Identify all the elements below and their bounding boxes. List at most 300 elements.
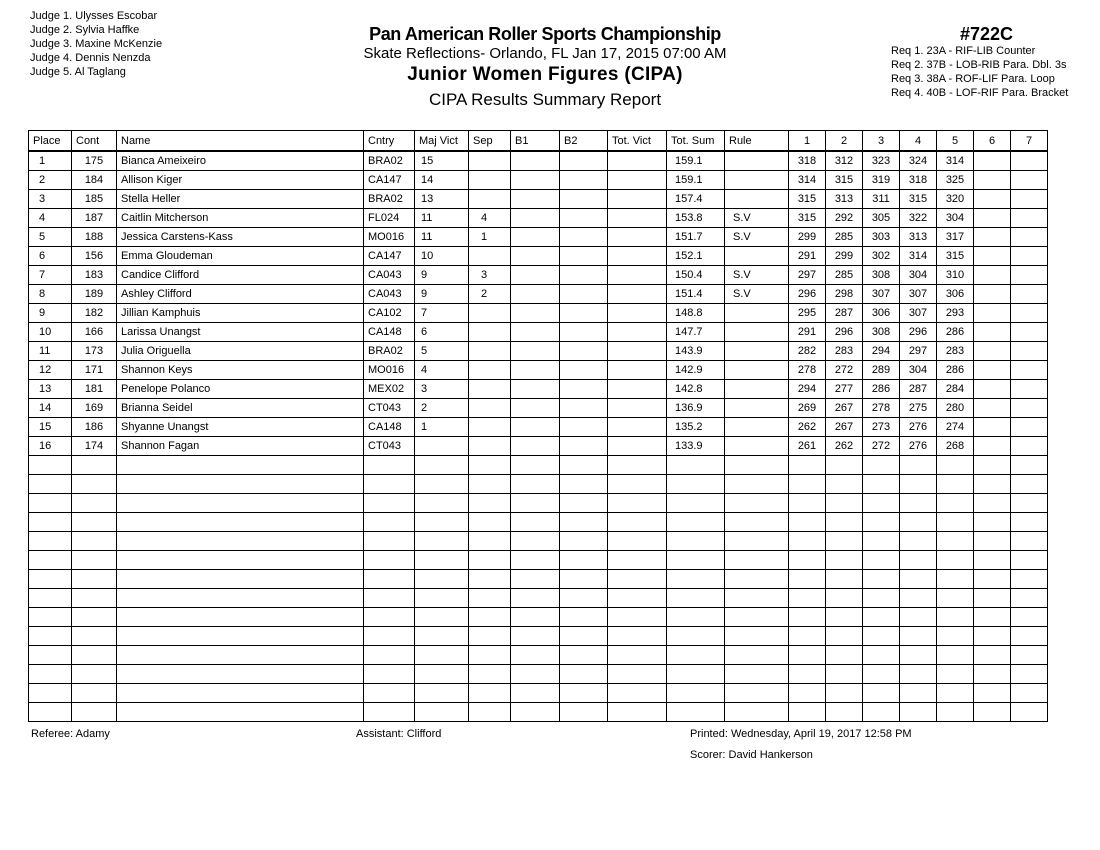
place-cell: 13 [29, 380, 72, 399]
empty-cell [667, 684, 725, 703]
empty-cell [72, 703, 117, 722]
empty-cell [725, 570, 789, 589]
name-cell: Candice Clifford [117, 266, 364, 285]
judge-4-score-cell: 313 [900, 228, 937, 247]
tot-vict-cell [608, 342, 667, 361]
tot-vict-cell [608, 304, 667, 323]
empty-cell [560, 456, 608, 475]
rule-cell [725, 304, 789, 323]
judge-4-score-cell: 275 [900, 399, 937, 418]
empty-cell [826, 589, 863, 608]
tot-vict-cell [608, 190, 667, 209]
empty-cell [974, 589, 1011, 608]
empty-cell [974, 627, 1011, 646]
cont-cell: 175 [72, 151, 117, 171]
judge-1: Judge 1. Ulysses Escobar [30, 10, 158, 22]
judge-1-score-cell: 297 [789, 266, 826, 285]
empty-cell [364, 570, 415, 589]
judge-5-score-cell: 284 [937, 380, 974, 399]
empty-cell [117, 627, 364, 646]
place-cell: 10 [29, 323, 72, 342]
judge-3-score-cell: 302 [863, 247, 900, 266]
empty-row [29, 513, 1048, 532]
judge-7-score-cell [1011, 171, 1048, 190]
cntry-cell: CA148 [364, 323, 415, 342]
venue-date: Skate Reflections- Orlando, FL Jan 17, 2015 07:00 AM [363, 45, 727, 62]
rule-cell: S.V [725, 209, 789, 228]
empty-cell [29, 494, 72, 513]
judge-7-score-cell [1011, 418, 1048, 437]
empty-row [29, 665, 1048, 684]
empty-cell [469, 589, 511, 608]
empty-cell [863, 532, 900, 551]
tot-sum-cell: 143.9 [667, 342, 725, 361]
judge-6-score-cell [974, 418, 1011, 437]
empty-cell [725, 513, 789, 532]
b2-cell [560, 266, 608, 285]
empty-cell [1011, 665, 1048, 684]
empty-cell [72, 646, 117, 665]
tot-vict-cell [608, 418, 667, 437]
judge-7-score-cell [1011, 437, 1048, 456]
maj-vict-cell: 6 [415, 323, 469, 342]
assistant: Assistant: Clifford [356, 728, 442, 740]
empty-cell [469, 551, 511, 570]
empty-cell [789, 646, 826, 665]
place-cell: 14 [29, 399, 72, 418]
empty-cell [974, 532, 1011, 551]
judge-4-score-cell: 304 [900, 266, 937, 285]
empty-cell [608, 532, 667, 551]
judge-6-score-cell [974, 247, 1011, 266]
empty-cell [511, 608, 560, 627]
empty-cell [415, 589, 469, 608]
requirement-2: Req 2. 37B - LOB-RIB Para. Dbl. 3s [891, 59, 1067, 71]
empty-cell [29, 589, 72, 608]
judge-3-score-cell: 303 [863, 228, 900, 247]
empty-cell [117, 570, 364, 589]
cntry-cell: MO016 [364, 361, 415, 380]
empty-cell [826, 551, 863, 570]
judge-2-score-cell: 298 [826, 285, 863, 304]
table-row [29, 285, 1048, 304]
table-header-row [29, 131, 1048, 152]
cntry-cell: BRA02 [364, 151, 415, 171]
empty-cell [511, 551, 560, 570]
empty-cell [863, 570, 900, 589]
judge-1-score-cell: 315 [789, 190, 826, 209]
empty-cell [937, 627, 974, 646]
b2-cell [560, 247, 608, 266]
empty-cell [415, 703, 469, 722]
tot-vict-cell [608, 247, 667, 266]
empty-cell [863, 589, 900, 608]
empty-cell [725, 456, 789, 475]
judge-6-score-cell [974, 285, 1011, 304]
empty-cell [667, 703, 725, 722]
cont-cell: 166 [72, 323, 117, 342]
judge-1-score-cell: 318 [789, 151, 826, 171]
rule-cell [725, 190, 789, 209]
empty-cell [560, 570, 608, 589]
judge-6-score-cell [974, 323, 1011, 342]
judge-3-score-cell: 272 [863, 437, 900, 456]
empty-cell [608, 646, 667, 665]
empty-cell [1011, 570, 1048, 589]
judge-4-score-cell: 324 [900, 151, 937, 171]
empty-cell [72, 665, 117, 684]
empty-cell [511, 475, 560, 494]
judge-2-score-cell: 267 [826, 418, 863, 437]
empty-row [29, 646, 1048, 665]
col-header-cont: Cont [72, 131, 117, 152]
maj-vict-cell: 11 [415, 228, 469, 247]
judge-2-score-cell: 285 [826, 266, 863, 285]
b1-cell [511, 190, 560, 209]
empty-row [29, 456, 1048, 475]
empty-cell [863, 684, 900, 703]
sep-cell: 4 [469, 209, 511, 228]
empty-cell [560, 494, 608, 513]
cntry-cell: CT043 [364, 399, 415, 418]
judge-5-score-cell: 293 [937, 304, 974, 323]
tot-vict-cell [608, 323, 667, 342]
empty-cell [608, 570, 667, 589]
judge-5-score-cell: 315 [937, 247, 974, 266]
empty-cell [974, 456, 1011, 475]
empty-cell [937, 494, 974, 513]
col-header-judge-7: 7 [1011, 131, 1048, 152]
empty-cell [117, 475, 364, 494]
judge-2-score-cell: 299 [826, 247, 863, 266]
empty-cell [789, 456, 826, 475]
cont-cell: 171 [72, 361, 117, 380]
judge-2-score-cell: 315 [826, 171, 863, 190]
b1-cell [511, 323, 560, 342]
cntry-cell: CA147 [364, 171, 415, 190]
table-row [29, 209, 1048, 228]
empty-cell [415, 456, 469, 475]
empty-cell [469, 646, 511, 665]
sep-cell [469, 323, 511, 342]
place-cell: 11 [29, 342, 72, 361]
empty-cell [725, 589, 789, 608]
empty-cell [900, 532, 937, 551]
tot-sum-cell: 147.7 [667, 323, 725, 342]
cont-cell: 156 [72, 247, 117, 266]
empty-cell [1011, 456, 1048, 475]
judge-5-score-cell: 286 [937, 323, 974, 342]
empty-cell [117, 551, 364, 570]
place-cell: 5 [29, 228, 72, 247]
place-cell: 4 [29, 209, 72, 228]
judge-3-score-cell: 307 [863, 285, 900, 304]
sep-cell [469, 437, 511, 456]
judge-3-score-cell: 319 [863, 171, 900, 190]
empty-cell [511, 513, 560, 532]
sep-cell [469, 361, 511, 380]
empty-cell [826, 684, 863, 703]
empty-cell [415, 475, 469, 494]
cont-cell: 188 [72, 228, 117, 247]
empty-cell [937, 551, 974, 570]
results-table [28, 130, 1048, 722]
empty-cell [863, 513, 900, 532]
empty-cell [72, 494, 117, 513]
empty-cell [415, 646, 469, 665]
maj-vict-cell: 3 [415, 380, 469, 399]
empty-cell [117, 665, 364, 684]
judge-7-score-cell [1011, 209, 1048, 228]
tot-sum-cell: 142.8 [667, 380, 725, 399]
judge-2: Judge 2. Sylvia Haffke [30, 24, 140, 36]
judge-5-score-cell: 317 [937, 228, 974, 247]
judge-5-score-cell: 306 [937, 285, 974, 304]
tot-vict-cell [608, 437, 667, 456]
b1-cell [511, 228, 560, 247]
empty-cell [863, 456, 900, 475]
empty-cell [974, 551, 1011, 570]
b1-cell [511, 285, 560, 304]
judge-4-score-cell: 287 [900, 380, 937, 399]
judge-2-score-cell: 262 [826, 437, 863, 456]
judge-2-score-cell: 313 [826, 190, 863, 209]
judge-1-score-cell: 291 [789, 247, 826, 266]
table-row [29, 418, 1048, 437]
empty-cell [117, 703, 364, 722]
judge-5-score-cell: 274 [937, 418, 974, 437]
empty-cell [511, 532, 560, 551]
empty-cell [608, 456, 667, 475]
empty-cell [826, 570, 863, 589]
empty-cell [469, 665, 511, 684]
table-row [29, 437, 1048, 456]
empty-cell [608, 608, 667, 627]
empty-cell [900, 684, 937, 703]
judge-5-score-cell: 320 [937, 190, 974, 209]
b1-cell [511, 171, 560, 190]
empty-cell [560, 627, 608, 646]
empty-cell [415, 551, 469, 570]
judge-7-score-cell [1011, 151, 1048, 171]
judge-7-score-cell [1011, 380, 1048, 399]
place-cell: 3 [29, 190, 72, 209]
judge-6-score-cell [974, 228, 1011, 247]
empty-row [29, 589, 1048, 608]
empty-cell [29, 475, 72, 494]
empty-cell [608, 494, 667, 513]
empty-row [29, 703, 1048, 722]
empty-cell [72, 456, 117, 475]
b2-cell [560, 285, 608, 304]
tot-vict-cell [608, 285, 667, 304]
empty-cell [117, 532, 364, 551]
rule-cell [725, 380, 789, 399]
maj-vict-cell: 14 [415, 171, 469, 190]
empty-cell [1011, 684, 1048, 703]
name-cell: Bianca Ameixeiro [117, 151, 364, 171]
judge-5-score-cell: 314 [937, 151, 974, 171]
empty-cell [974, 703, 1011, 722]
cont-cell: 187 [72, 209, 117, 228]
judge-1-score-cell: 294 [789, 380, 826, 399]
judge-5-score-cell: 286 [937, 361, 974, 380]
empty-cell [469, 703, 511, 722]
judges-list [30, 9, 162, 79]
name-cell: Jessica Carstens-Kass [117, 228, 364, 247]
sep-cell: 3 [469, 266, 511, 285]
judge-2-score-cell: 285 [826, 228, 863, 247]
b2-cell [560, 361, 608, 380]
judge-5-score-cell: 283 [937, 342, 974, 361]
empty-cell [364, 532, 415, 551]
name-cell: Emma Gloudeman [117, 247, 364, 266]
tot-vict-cell [608, 399, 667, 418]
empty-cell [560, 589, 608, 608]
empty-cell [364, 494, 415, 513]
empty-cell [415, 608, 469, 627]
empty-cell [863, 665, 900, 684]
empty-cell [789, 570, 826, 589]
empty-cell [937, 589, 974, 608]
empty-cell [511, 646, 560, 665]
cntry-cell: CA147 [364, 247, 415, 266]
judge-6-score-cell [974, 209, 1011, 228]
empty-cell [469, 532, 511, 551]
judge-7-score-cell [1011, 399, 1048, 418]
empty-cell [937, 456, 974, 475]
empty-cell [72, 608, 117, 627]
b2-cell [560, 399, 608, 418]
b1-cell [511, 342, 560, 361]
empty-cell [863, 494, 900, 513]
judge-3-score-cell: 278 [863, 399, 900, 418]
cntry-cell: CA102 [364, 304, 415, 323]
empty-cell [725, 703, 789, 722]
table-row [29, 171, 1048, 190]
empty-cell [560, 608, 608, 627]
empty-cell [117, 608, 364, 627]
b2-cell [560, 342, 608, 361]
tot-sum-cell: 151.4 [667, 285, 725, 304]
table-row [29, 380, 1048, 399]
b2-cell [560, 209, 608, 228]
empty-row [29, 475, 1048, 494]
empty-cell [364, 646, 415, 665]
empty-cell [364, 627, 415, 646]
judge-3-score-cell: 273 [863, 418, 900, 437]
requirements-list [891, 44, 1068, 100]
sep-cell [469, 151, 511, 171]
rule-cell [725, 171, 789, 190]
empty-cell [900, 608, 937, 627]
empty-cell [937, 684, 974, 703]
empty-cell [1011, 475, 1048, 494]
empty-cell [789, 513, 826, 532]
empty-cell [1011, 703, 1048, 722]
judge-3-score-cell: 286 [863, 380, 900, 399]
b2-cell [560, 171, 608, 190]
empty-cell [826, 494, 863, 513]
requirement-1: Req 1. 23A - RIF-LIB Counter [891, 45, 1036, 57]
requirement-3: Req 3. 38A - ROF-LIF Para. Loop [891, 73, 1055, 85]
empty-cell [364, 703, 415, 722]
judge-6-score-cell [974, 190, 1011, 209]
b2-cell [560, 437, 608, 456]
sep-cell [469, 190, 511, 209]
empty-cell [29, 646, 72, 665]
championship-title: Pan American Roller Sports Championship [369, 24, 721, 44]
cont-cell: 173 [72, 342, 117, 361]
empty-cell [900, 551, 937, 570]
judge-1-score-cell: 278 [789, 361, 826, 380]
b1-cell [511, 380, 560, 399]
col-header-judge-4: 4 [900, 131, 937, 152]
judge-6-score-cell [974, 151, 1011, 171]
report-title: CIPA Results Summary Report [428, 90, 662, 109]
empty-cell [725, 646, 789, 665]
empty-cell [29, 684, 72, 703]
empty-cell [789, 589, 826, 608]
judge-1-score-cell: 282 [789, 342, 826, 361]
empty-cell [469, 475, 511, 494]
empty-cell [667, 494, 725, 513]
empty-cell [789, 475, 826, 494]
empty-row [29, 551, 1048, 570]
empty-cell [863, 703, 900, 722]
maj-vict-cell: 15 [415, 151, 469, 171]
judge-7-score-cell [1011, 285, 1048, 304]
judge-4-score-cell: 314 [900, 247, 937, 266]
empty-cell [667, 570, 725, 589]
judge-2-score-cell: 292 [826, 209, 863, 228]
rule-cell: S.V [725, 228, 789, 247]
judge-2-score-cell: 277 [826, 380, 863, 399]
sep-cell: 1 [469, 228, 511, 247]
empty-cell [725, 627, 789, 646]
table-row [29, 228, 1048, 247]
judge-6-score-cell [974, 361, 1011, 380]
empty-cell [117, 494, 364, 513]
empty-cell [29, 513, 72, 532]
empty-cell [667, 532, 725, 551]
maj-vict-cell: 5 [415, 342, 469, 361]
empty-cell [900, 665, 937, 684]
empty-cell [826, 627, 863, 646]
maj-vict-cell: 9 [415, 285, 469, 304]
empty-cell [511, 456, 560, 475]
judge-7-score-cell [1011, 304, 1048, 323]
empty-cell [900, 646, 937, 665]
judge-4-score-cell: 276 [900, 437, 937, 456]
table-row [29, 361, 1048, 380]
rule-cell [725, 399, 789, 418]
empty-cell [511, 570, 560, 589]
empty-cell [117, 646, 364, 665]
empty-cell [511, 494, 560, 513]
empty-cell [511, 703, 560, 722]
tot-sum-cell: 152.1 [667, 247, 725, 266]
tot-vict-cell [608, 171, 667, 190]
judge-1-score-cell: 299 [789, 228, 826, 247]
judge-3-score-cell: 308 [863, 323, 900, 342]
empty-cell [415, 665, 469, 684]
empty-cell [667, 475, 725, 494]
judge-2-score-cell: 267 [826, 399, 863, 418]
requirement-4: Req 4. 40B - LOF-RIF Para. Bracket [891, 87, 1069, 99]
name-cell: Shyanne Unangst [117, 418, 364, 437]
table-row [29, 304, 1048, 323]
